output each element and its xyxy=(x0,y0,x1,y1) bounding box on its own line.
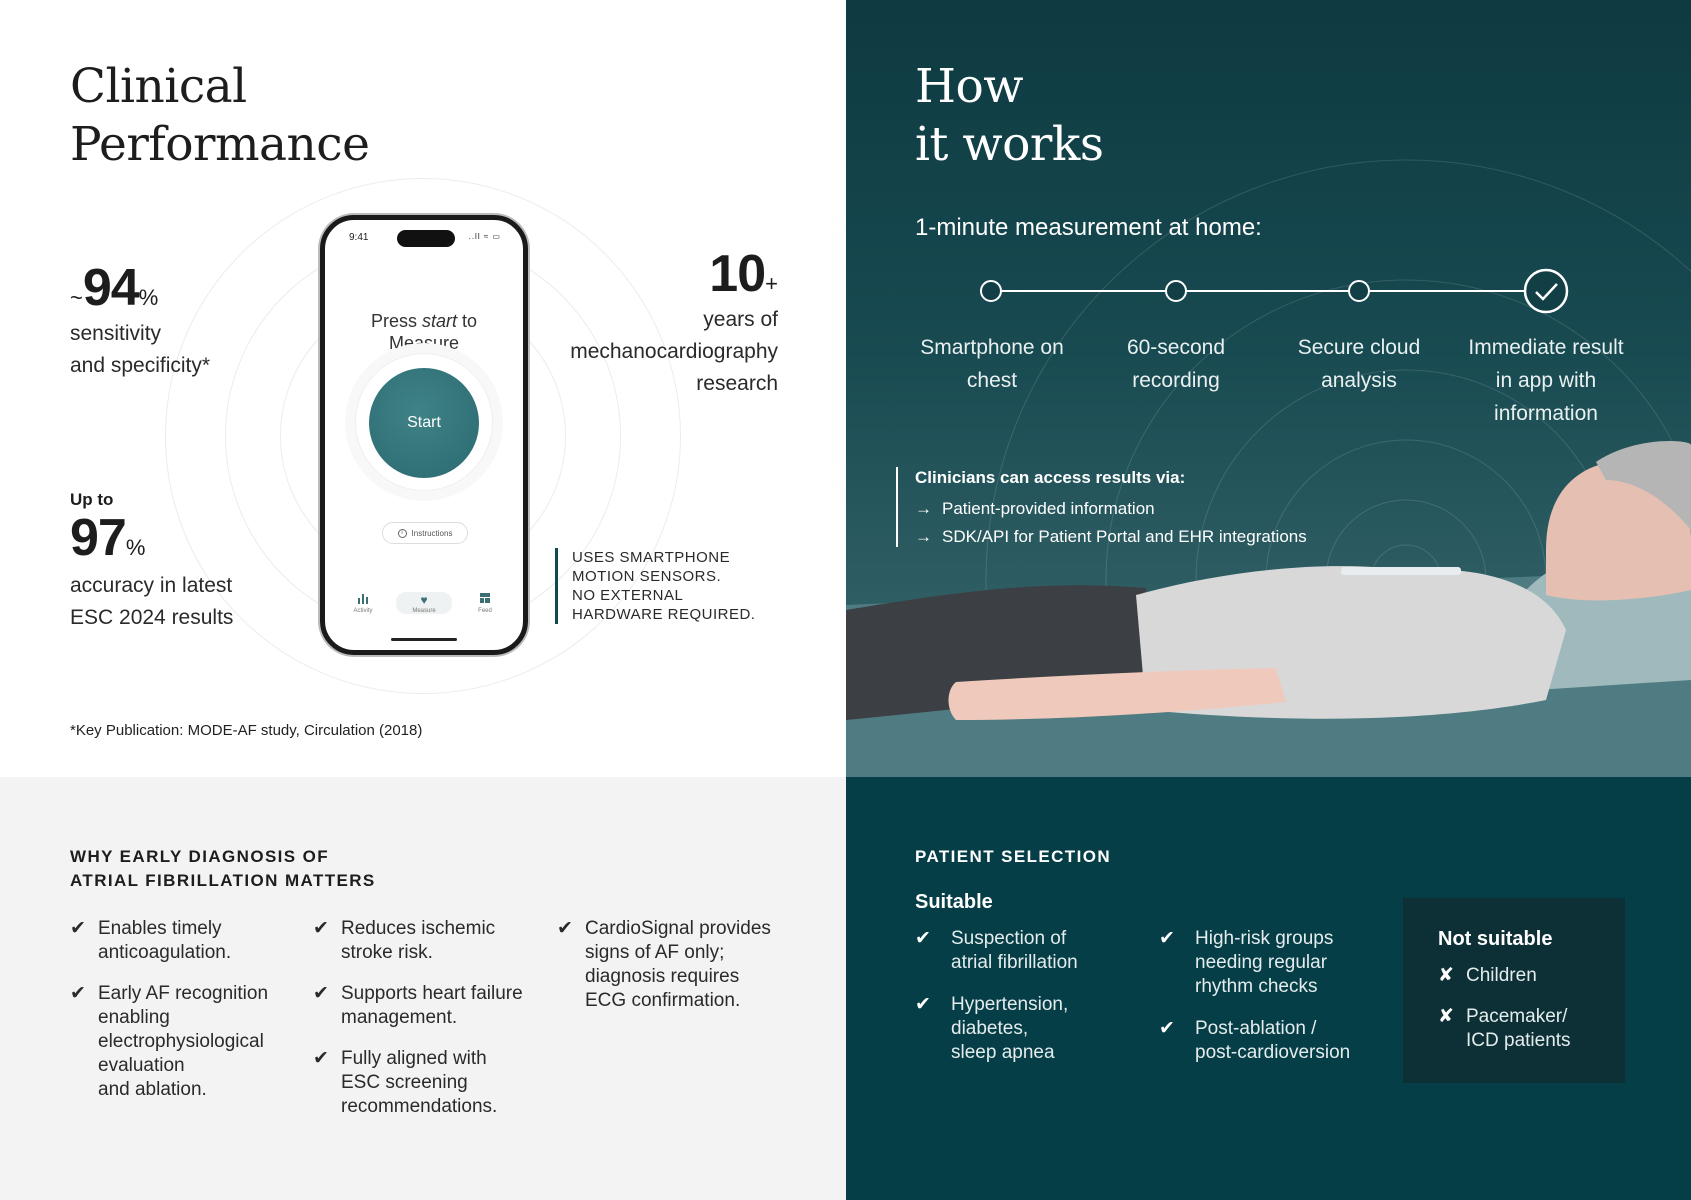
step-4-node xyxy=(1525,270,1567,312)
tab-measure[interactable]: ♥ Measure xyxy=(396,592,452,614)
home-indicator xyxy=(391,638,457,641)
stat-sensitivity: ~94% sensitivity and specificity* xyxy=(70,259,211,377)
footnote: *Key Publication: MODE-AF study, Circulation (2018) xyxy=(70,722,423,739)
suitable-label: Suitable xyxy=(915,891,993,913)
page-title: Clinical Performance xyxy=(70,59,370,172)
why-early-diagnosis-panel xyxy=(0,777,846,1200)
heart-pulse-icon: ♥ xyxy=(420,593,428,607)
clinicians-item: → Patient-provided information xyxy=(915,499,1155,518)
list-item: ✔ Enables timely anticoagulation. xyxy=(70,918,232,963)
clinicians-item: → SDK/API for Patient Portal and EHR integrations xyxy=(915,527,1307,546)
not-suitable-label: Not suitable xyxy=(1438,928,1553,950)
phone-time: 9:41 xyxy=(349,232,369,243)
checkmark-icon: ✔ xyxy=(313,1048,329,1069)
not-suitable-item: ✘ Pacemaker/ ICD patients xyxy=(1438,1006,1571,1051)
checkmark-icon: ✔ xyxy=(313,983,329,1004)
not-suitable-box xyxy=(1403,898,1625,1083)
suitable-item: ✔ Hypertension, diabetes, sleep apnea xyxy=(915,994,1069,1063)
press-start-prompt: Press start to Measure xyxy=(370,311,478,353)
suitable-item: ✔ Post-ablation / post-cardioversion xyxy=(1159,1018,1351,1063)
how-it-works-panel xyxy=(846,0,1691,777)
step-4-label: Immediate result in app with information xyxy=(1468,336,1624,425)
clinical-performance-panel xyxy=(0,0,846,777)
instructions-button[interactable]: i Instructions xyxy=(382,522,468,544)
checkmark-icon: ✔ xyxy=(1159,928,1175,949)
why-heading: WHY EARLY DIAGNOSIS OF ATRIAL FIBRILLATION MATTERS xyxy=(70,847,376,890)
checkmark-icon: ✔ xyxy=(70,983,86,1004)
phone-tab-bar xyxy=(325,592,523,626)
step-2-node xyxy=(1166,281,1186,301)
info-icon: i xyxy=(398,529,407,538)
how-title: How it works xyxy=(915,59,1104,172)
step-3-node xyxy=(1349,281,1369,301)
checkmark-icon: ✔ xyxy=(313,918,329,939)
patient-selection-heading: PATIENT SELECTION xyxy=(915,847,1112,866)
sensor-note: USES SMARTPHONE MOTION SENSORS. NO EXTERNAL HARDWARE REQUIRED. xyxy=(555,548,755,624)
list-item: ✔ Supports heart failure management. xyxy=(313,983,523,1028)
phone-status-icons: ..ll ≈ ▭ xyxy=(468,232,501,241)
start-button[interactable]: Start xyxy=(369,368,479,478)
patient-selection-panel xyxy=(846,777,1691,1200)
cross-icon: ✘ xyxy=(1438,1006,1454,1027)
phone-notch xyxy=(397,230,455,247)
step-1-label: Smartphone on chest xyxy=(920,336,1064,392)
arrow-right-icon: → xyxy=(915,499,932,518)
stat-research-years: 10+ years of mechanocardiography research xyxy=(570,245,778,395)
list-item: ✔ Reduces ischemic stroke risk. xyxy=(313,918,496,963)
feed-icon xyxy=(457,592,513,608)
clinicians-access-note: Clinicians can access results via: → Patient-provided information → SDK/API for Patient Portal and EHR integrations xyxy=(896,467,1307,547)
checkmark-icon: ✔ xyxy=(1159,1018,1175,1039)
checkmark-icon: ✔ xyxy=(70,918,86,939)
phone-mockup xyxy=(320,215,528,655)
tab-activity[interactable]: Activity xyxy=(335,592,391,614)
cross-icon: ✘ xyxy=(1438,965,1454,986)
arrow-right-icon: → xyxy=(915,527,932,546)
list-item: ✔ Fully aligned with ESC screening recommendations. xyxy=(313,1048,498,1117)
suitable-item: ✔ High-risk groups needing regular rhythm checks xyxy=(1159,928,1334,997)
stat-accuracy: Up to 97% accuracy in latest ESC 2024 results xyxy=(70,490,234,629)
checkmark-icon: ✔ xyxy=(557,918,573,939)
list-item: ✔ Early AF recognition enabling electrophysiological evaluation and ablation. xyxy=(70,983,269,1100)
list-item: ✔ CardioSignal provides signs of AF only; diagnosis requires ECG confirmation. xyxy=(557,918,771,1011)
tab-feed[interactable]: Feed xyxy=(457,592,513,614)
step-3-label: Secure cloud analysis xyxy=(1297,336,1421,392)
steps-timeline xyxy=(846,265,1691,315)
step-2-label: 60-second recording xyxy=(1126,336,1226,392)
step-1-node xyxy=(981,281,1001,301)
bar-chart-icon xyxy=(335,592,391,608)
not-suitable-item: ✘ Children xyxy=(1438,965,1537,986)
checkmark-icon: ✔ xyxy=(915,994,931,1015)
suitable-item: ✔ Suspection of atrial fibrillation xyxy=(915,928,1078,973)
how-subtitle: 1-minute measurement at home: xyxy=(915,214,1262,241)
checkmark-icon: ✔ xyxy=(915,928,931,949)
